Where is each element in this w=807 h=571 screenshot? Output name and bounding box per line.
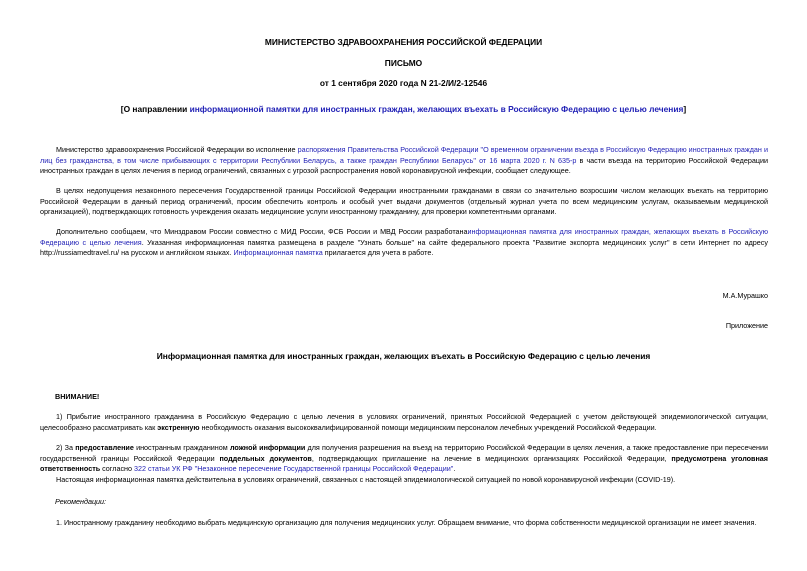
item1-text-1: 1) Прибытие иностранного гражданина в Российскую Федерацию с целью лечения в условиях ограничений, принятых Российской Федерацией с учетом действующей эпидемиологической ситуации, целесообразно рассматривать как — [40, 412, 768, 432]
item2-text-5: согласно — [100, 464, 135, 474]
p1-text-1: Министерство здравоохранения Российской Федерации во исполнение — [56, 145, 298, 154]
paragraph-1 — [40, 145, 768, 177]
p3-text-1: Дополнительно сообщаем, что Минздравом России совместно с МИД России, ФСБ России и МВД России разработана — [56, 227, 468, 236]
document-type: ПИСЬМО — [384, 58, 423, 68]
item2-text-3: для получения разрешения на въезд на территорию Российской Федерации в целях лечения, а также предоставление при пересечении государственной границы Российской Федерации — [40, 443, 768, 463]
subject-close: ] — [683, 104, 687, 114]
memo-title: Информационная памятка для иностранных граждан, желающих въехать в Российскую Федерацию с целью лечения — [156, 351, 651, 361]
p3-text-3: прилагается для учета в работе. — [322, 248, 434, 258]
paragraph-2: В целях недопущения незаконного пересечения Государственной границы Российской Федерации иностранными гражданами в связи со значительно возросшим числом желающих въехать на территорию Российской Федерации в данный период ограничений, просим обеспечить контроль и особый учет выдачи документов (отдельный журнал учета по всем медицинским услугам, оказываемым медицинской организацией), подтверждающих готовность учреждения оказать медицинские услуги иностранному гражданину, для проверки компетентными органами. — [40, 186, 768, 217]
memo-note: Настоящая информационная памятка действительна в условиях ограничений, связанных с настоящей эпидемиологической ситуацией по новой коронавирусной инфекции (COVID-19). — [56, 475, 676, 484]
item2-bold-4: предусмотрена уголовная ответственность — [40, 453, 769, 474]
document-date-number: от 1 сентября 2020 года N 21-2/И/2-12546 — [319, 78, 488, 88]
subject-link[interactable]: информационной памятки для иностранных граждан, желающих въехать в Российскую Федерацию с целью лечения — [189, 104, 684, 114]
item2-link-article[interactable]: 322 статьи УК РФ "Незаконное пересечение Государственной границы Российской Федерации" — [134, 464, 454, 474]
item2-bold-2: ложной информации — [229, 443, 306, 452]
p1-link-order[interactable]: распоряжения Правительства Российской Федерации "О временном ограничении въезда в Российскую Федерацию иностранных граждан и лиц без гражданства, в том числе прибывающих с территории Республики Беларусь, а также граждан Республики Беларусь" от 16 марта 2020 г. N 635-р — [40, 145, 768, 165]
item2-text-1: 2) За — [56, 443, 76, 452]
item2-text-2: иностранным гражданином — [133, 443, 230, 452]
subject-open: [О направлении — [120, 104, 190, 114]
attention-heading: ВНИМАНИЕ! — [55, 392, 100, 401]
p1-text-2: в части въезда на территорию Российской Федерации иностранных граждан в целях лечения в период ограничений, связанных с угрозой распространения новой коронавирусной инфекции, сообщает следующее. — [40, 155, 768, 176]
p3-link-memo[interactable]: информационная памятка для иностранных граждан, желающих въехать в Российскую Федерацию с целью лечения — [40, 227, 768, 247]
item2-text-4: , подтверждающих приглашение на лечение в медицинских организациях Российской Федерации, — [311, 453, 672, 463]
item2-bold-3: поддельных документов — [219, 453, 312, 463]
document-subject — [0, 104, 807, 115]
item1-bold-urgent: экстренную — [157, 422, 200, 432]
recommendation-1: 1. Иностранному гражданину необходимо выбрать медицинскую организацию для получения медицинских услуг. Обращаем внимание, что форма собственности медицинской организации не имеет значения. — [56, 518, 757, 527]
item1-text-2: необходимость оказания высококвалифицированной помощи медицинским персоналом лечебных учреждений Российской Федерации. — [199, 422, 657, 432]
appendix-label: Приложение — [725, 321, 768, 330]
ministry-heading: МИНИСТЕРСТВО ЗДРАВООХРАНЕНИЯ РОССИЙСКОЙ ФЕДЕРАЦИИ — [264, 37, 543, 47]
p3-text-2: . Указанная информационная памятка размещена в разделе "Узнать больше" на сайте федерального проекта "Развитие экспорта медицинских услуг" в сети Интернет по адресу http://russiamedtravel.ru/ на русском и английском языках. — [40, 237, 768, 258]
p3-link-memo-short[interactable]: Информационная памятка — [233, 248, 323, 258]
memo-item-2 — [40, 443, 768, 475]
memo-item-1 — [40, 412, 768, 433]
recommendations-heading: Рекомендации: — [55, 497, 107, 506]
item2-text-6: . — [453, 464, 456, 474]
paragraph-3 — [40, 227, 768, 259]
item2-bold-1: предоставление — [75, 443, 134, 452]
signature: М.А.Мурашко — [722, 291, 768, 300]
